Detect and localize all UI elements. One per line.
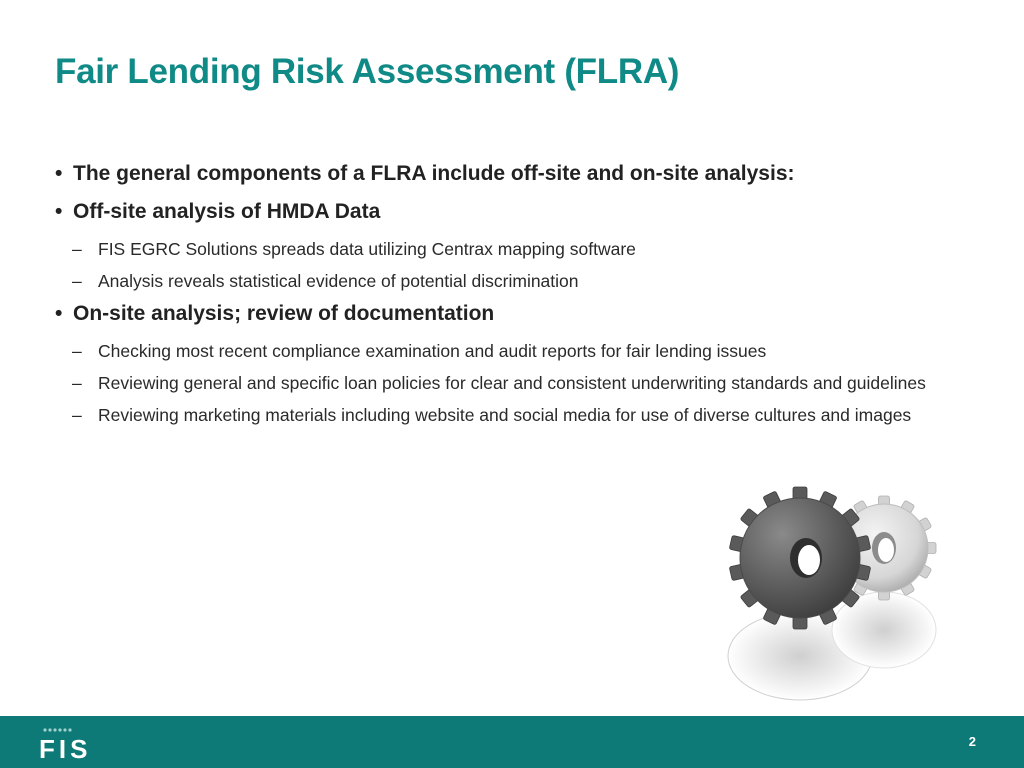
sub-bullet-dash: – (72, 405, 82, 425)
sub-bullet-item (55, 402, 975, 428)
bullet-dot: • (55, 200, 63, 223)
slide-title: Fair Lending Risk Assessment (FLRA) (55, 52, 680, 91)
sub-bullet-dash: – (72, 373, 82, 393)
sub-bullet-dash: – (72, 239, 82, 259)
bullet-list (55, 160, 975, 434)
svg-text:FIS: FIS (39, 734, 92, 762)
sub-bullet-dash: – (72, 341, 82, 361)
footer-bar (0, 716, 1024, 768)
sub-bullet-item (55, 268, 975, 294)
sub-bullet-text: Analysis reveals statistical evidence of potential discrimination (98, 271, 579, 291)
bullet-text: On-site analysis; review of documentation (73, 302, 495, 325)
bullet-text: Off-site analysis of HMDA Data (73, 200, 381, 223)
bullet-item (55, 300, 975, 328)
bullet-dot: • (55, 302, 63, 325)
sub-bullet-text: Reviewing general and specific loan policies for clear and consistent underwriting standards and guidelines (98, 373, 926, 393)
sub-bullet-text: Reviewing marketing materials including website and social media for use of diverse cultures and images (98, 405, 912, 425)
sub-bullet-item (55, 236, 975, 262)
sub-bullet-text: Checking most recent compliance examination and audit reports for fair lending issues (98, 341, 767, 361)
bullet-text: The general components of a FLRA include off-site and on-site analysis: (73, 162, 795, 185)
gears-image (722, 470, 944, 704)
sub-bullet-item (55, 370, 975, 396)
bullet-item (55, 160, 975, 188)
bullet-item (55, 198, 975, 226)
page-number: 2 (968, 734, 976, 749)
sub-bullet-item (55, 338, 975, 364)
bullet-dot: • (55, 162, 63, 185)
sub-bullet-dash: – (72, 271, 82, 291)
sub-bullet-text: FIS EGRC Solutions spreads data utilizing Centrax mapping software (98, 239, 636, 259)
fis-logo (37, 726, 117, 762)
